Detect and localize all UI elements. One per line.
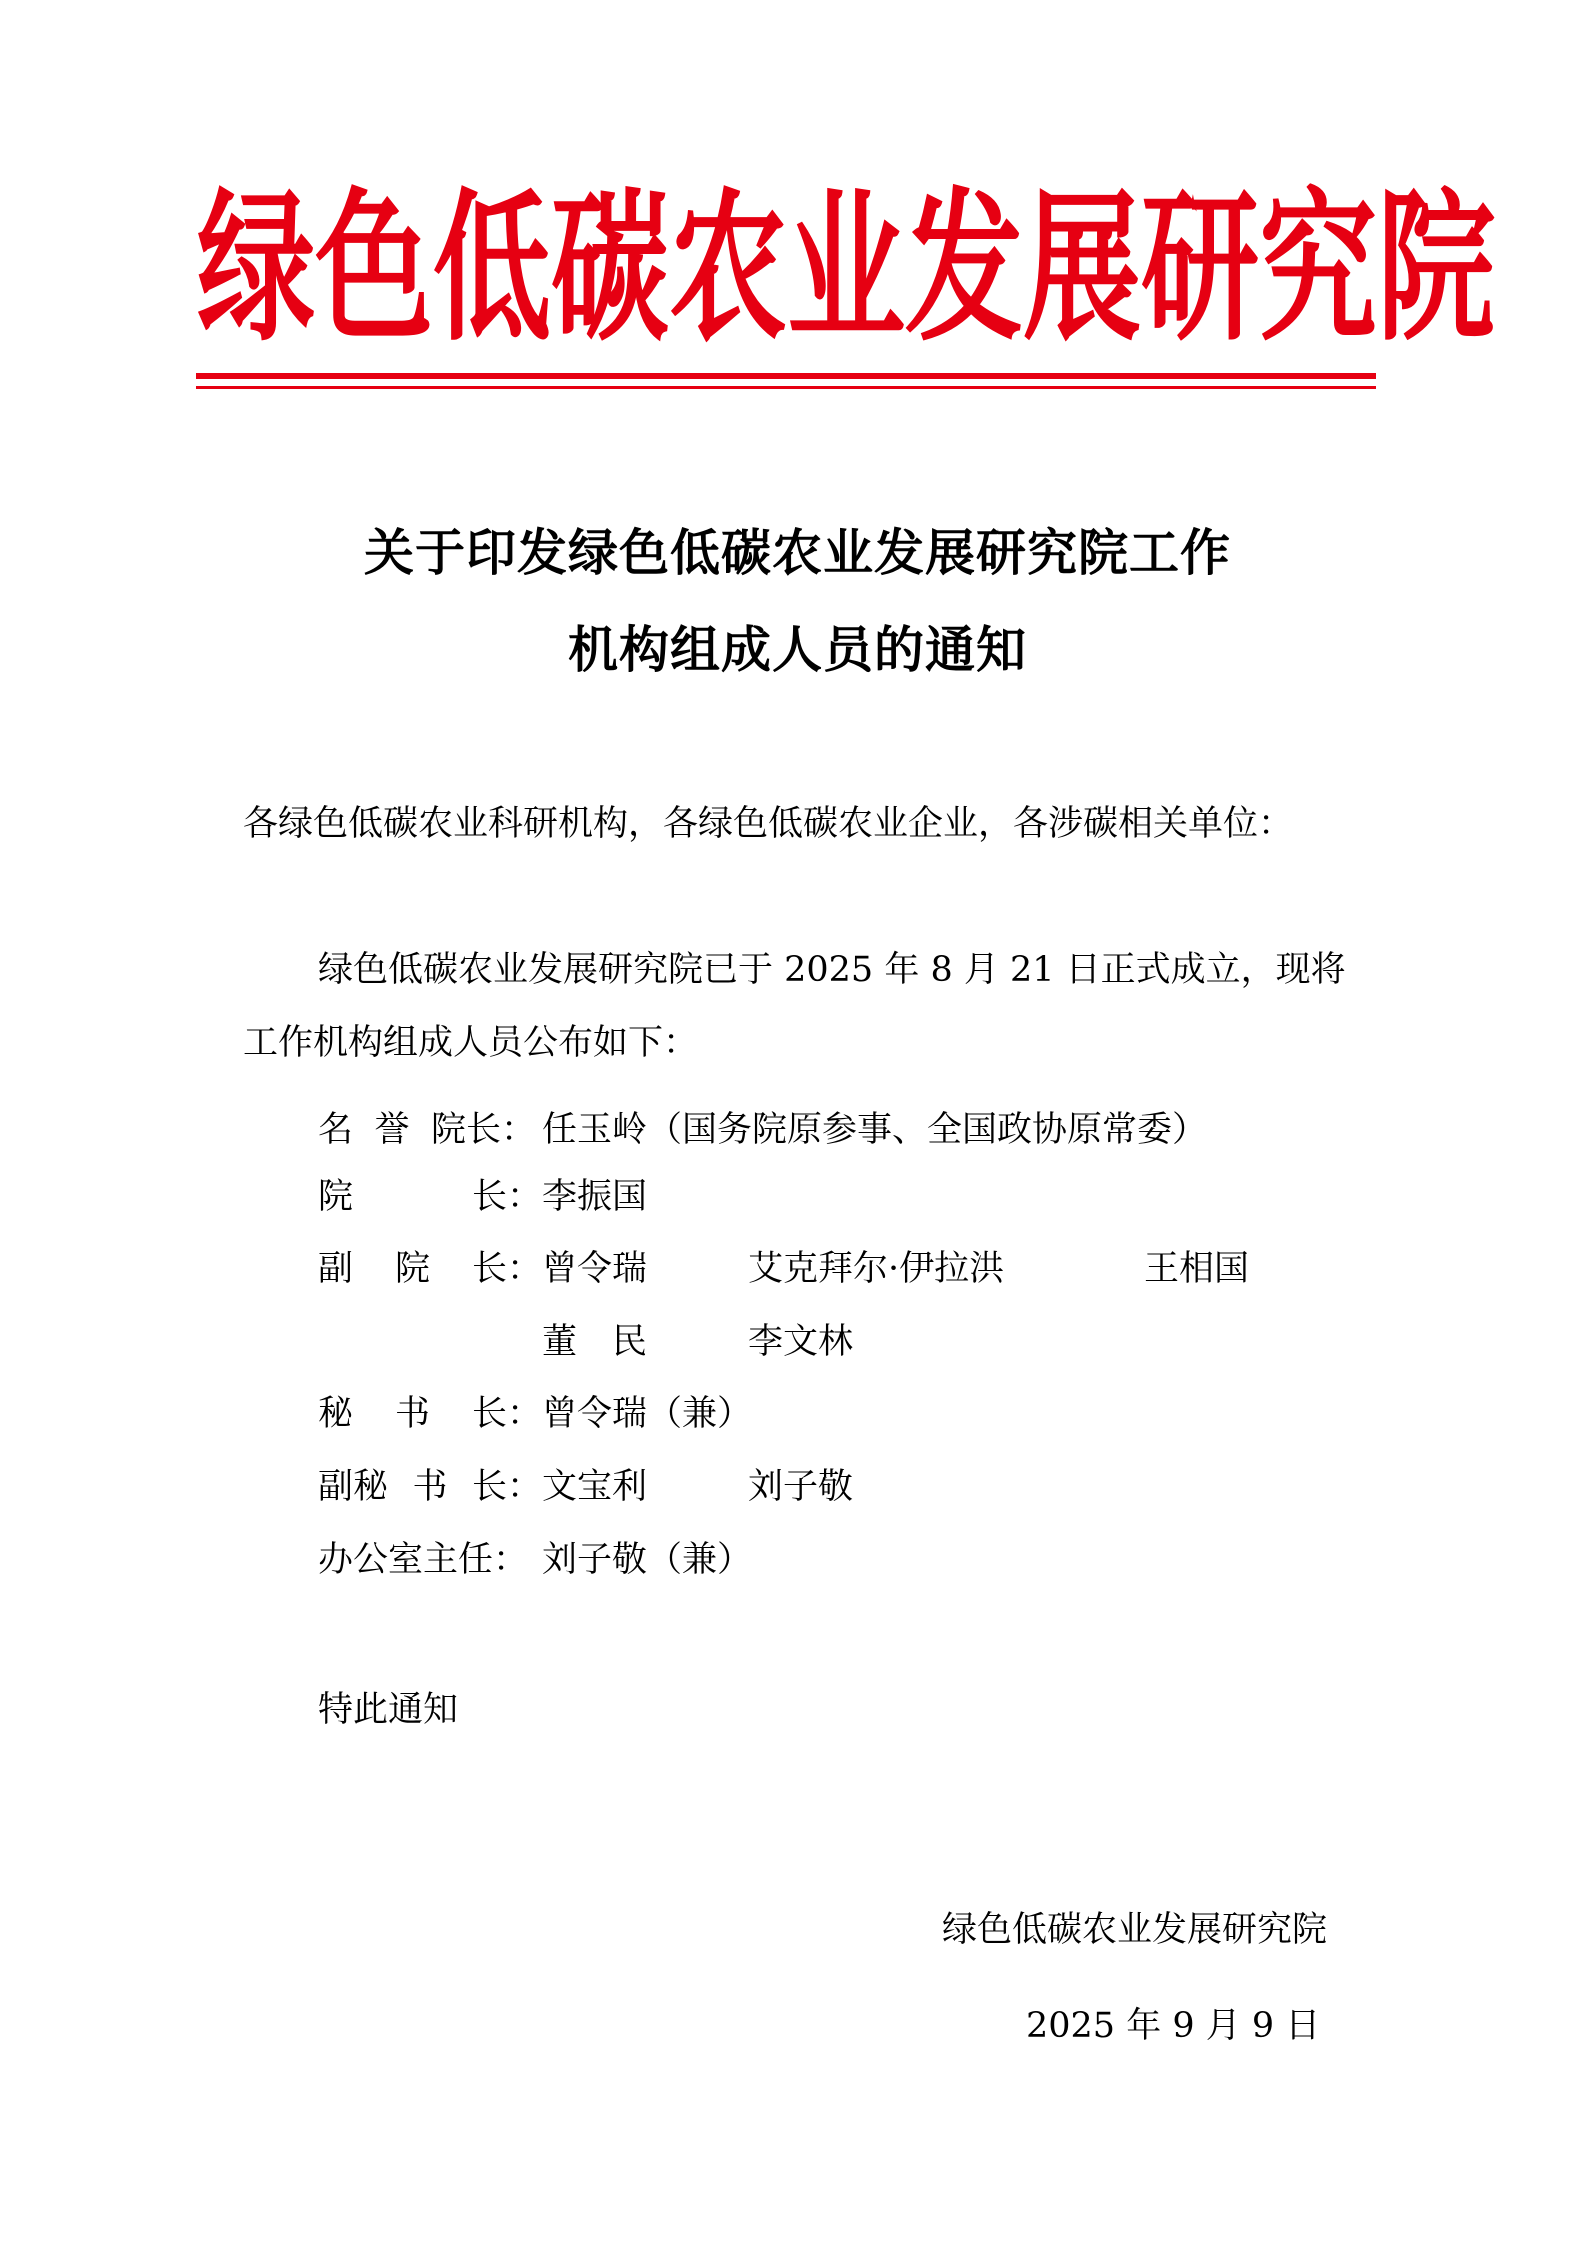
member-name: 李文林: [748, 1322, 854, 1362]
member-name: 任玉岭（国务院原参事、全国政协原常委）: [542, 1110, 1208, 1150]
role-label-part: 办公室主任：: [318, 1540, 529, 1580]
letterhead-char: 发: [905, 172, 1024, 363]
letterhead-char: 究: [1259, 172, 1378, 363]
role-label: [318, 1394, 542, 1434]
letterhead-title: [197, 172, 1496, 363]
role-label-part: 院: [318, 1177, 354, 1217]
role-label: [318, 1467, 542, 1507]
member-name: 刘子敬（兼）: [542, 1540, 753, 1580]
role-label-part: 长：: [471, 1467, 542, 1507]
member-name: 文宝利: [542, 1467, 648, 1507]
role-label-part: 誉: [374, 1110, 410, 1150]
issuer-signature: 绿色低碳农业发展研究院: [942, 1910, 1328, 1950]
role-label-part: 副: [318, 1249, 354, 1289]
letterhead-rule-thin: [196, 386, 1376, 389]
member-name: 董 民: [542, 1322, 648, 1362]
role-label-part: 院: [394, 1249, 430, 1289]
document-title-line-2: 机构组成人员的通知: [568, 620, 1027, 679]
letterhead-char: 绿: [197, 172, 316, 363]
role-label-part: 院长：: [430, 1110, 536, 1150]
role-label: [318, 1110, 536, 1150]
role-label: [318, 1540, 542, 1580]
document-title: [0, 504, 1587, 698]
letterhead-char: 展: [1023, 172, 1142, 363]
letterhead-char: 碳: [551, 172, 670, 363]
member-name: 曾令瑞: [542, 1249, 648, 1289]
role-label-part: 书: [394, 1394, 430, 1434]
salutation: 各绿色低碳农业科研机构，各绿色低碳农业企业，各涉碳相关单位：: [243, 804, 1294, 844]
letterhead-char: 色: [315, 172, 434, 363]
member-name: 刘子敬: [748, 1467, 854, 1507]
document-title-line-1: 关于印发绿色低碳农业发展研究院工作: [364, 523, 1231, 582]
role-label-part: 长：: [471, 1394, 542, 1434]
issue-date: 2025 年 9 月 9 日: [1026, 2006, 1321, 2046]
letterhead-char: 农: [669, 172, 788, 363]
role-label-part: 长：: [471, 1249, 542, 1289]
role-label-part: 长：: [471, 1177, 542, 1217]
role-label-part: 副秘: [318, 1467, 389, 1507]
body-paragraph-line-2: 工作机构组成人员公布如下：: [243, 1023, 699, 1063]
member-name: 艾克拜尔·伊拉洪: [748, 1249, 1005, 1289]
letterhead-char: 院: [1377, 172, 1496, 363]
letterhead-char: 低: [433, 172, 552, 363]
role-label-part: 名: [318, 1110, 354, 1150]
closing-remark: 特此通知: [318, 1690, 459, 1730]
role-label-part: 秘: [318, 1394, 354, 1434]
letterhead-char: 研: [1141, 172, 1260, 363]
role-label: [318, 1249, 542, 1289]
member-name: 王相国: [1144, 1249, 1250, 1289]
role-label: [318, 1177, 542, 1217]
member-name: 曾令瑞（兼）: [542, 1394, 753, 1434]
role-label-part: 书: [412, 1467, 448, 1507]
member-name: 李振国: [542, 1177, 648, 1217]
body-paragraph-line-1: 绿色低碳农业发展研究院已于 2025 年 8 月 21 日正式成立，现将: [318, 950, 1346, 990]
letterhead-rule-thick: [196, 373, 1376, 379]
letterhead-char: 业: [787, 172, 906, 363]
